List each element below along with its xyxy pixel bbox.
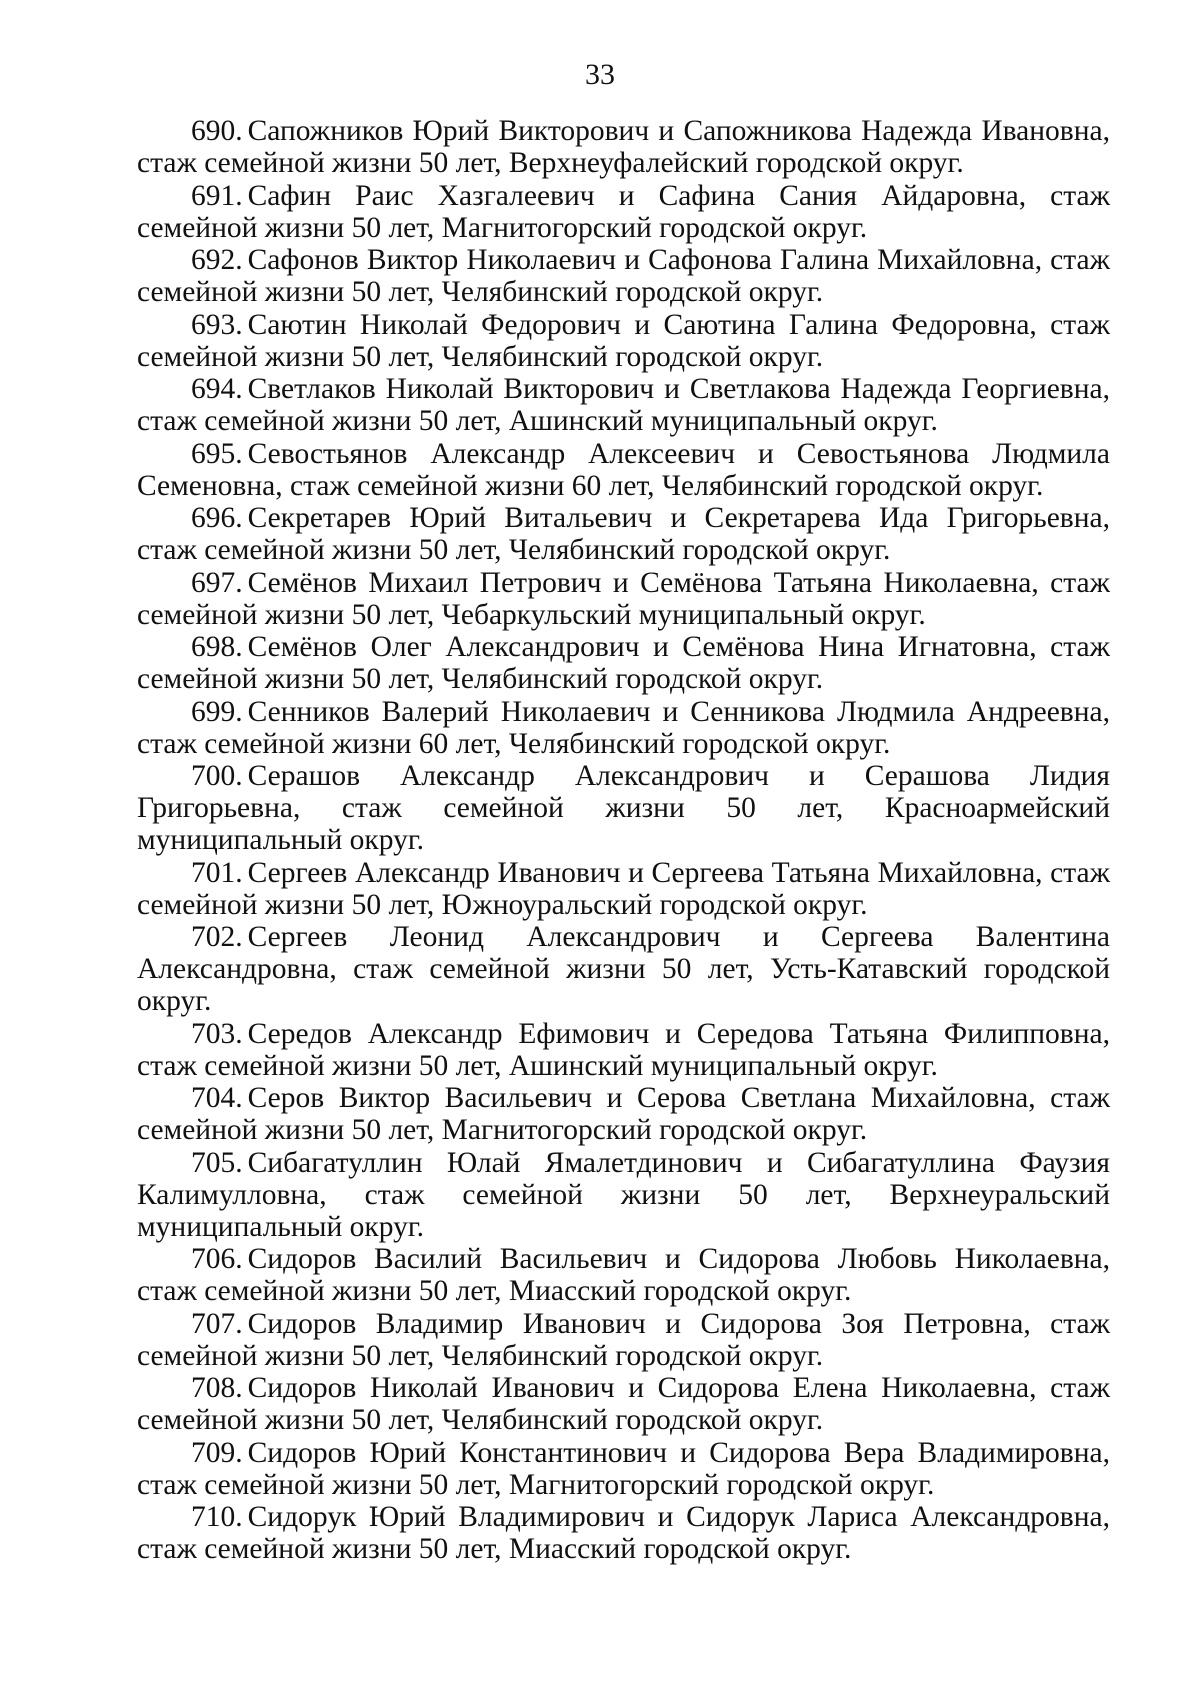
- entry-text: Сапожников Юрий Викторович и Сапожникова Надежда Ивановна, стаж семейной жизни 50 лет, Верхнеуфалейский городской округ.: [137, 115, 1110, 179]
- list-item: [137, 1018, 1110, 1082]
- entry-number: 697.: [191, 566, 243, 599]
- entry-text: Сидоров Юрий Константинович и Сидорова Вера Владимировна, стаж семейной жизни 50 лет, Магнитогорский городской округ.: [137, 1436, 1110, 1501]
- list-item: [137, 1437, 1110, 1501]
- list-item: [137, 857, 1110, 921]
- list-item: [137, 373, 1110, 437]
- entry-number: 700.: [191, 760, 243, 792]
- list-item: [137, 502, 1110, 566]
- list-item: [137, 921, 1110, 1017]
- entry-text: Сидорук Юрий Владимирович и Сидорук Лариса Александровна, стаж семейной жизни 50 лет, Миасский городской округ.: [137, 1501, 1110, 1565]
- list-item: [137, 631, 1110, 695]
- entry-text: Сидоров Владимир Иванович и Сидорова Зоя Петровна, стаж семейной жизни 50 лет, Челябинский городской округ.: [137, 1307, 1110, 1372]
- list-item: [137, 567, 1110, 631]
- entry-text: Серов Виктор Васильевич и Серова Светлана Михайловна, стаж семейной жизни 50 лет, Магнитогорский городской округ.: [137, 1082, 1110, 1146]
- entry-text: Серашов Александр Александрович и Серашова Лидия Григорьевна, стаж семейной жизни 50 лет, Красноармейский муниципальный округ.: [137, 760, 1110, 856]
- entry-number: 703.: [191, 1017, 243, 1050]
- entry-text: Сафин Раис Хазгалеевич и Сафина Сания Айдаровна, стаж семейной жизни 50 лет, Магнитогорский городской округ.: [137, 179, 1110, 244]
- list-item: [137, 1372, 1110, 1436]
- list-item: [137, 696, 1110, 760]
- entry-text: Семёнов Олег Александрович и Семёнова Нина Игнатовна, стаж семейной жизни 50 лет, Челябинский городской округ.: [137, 631, 1110, 695]
- entry-number: 692.: [191, 244, 243, 276]
- entry-number: 690.: [191, 115, 243, 147]
- entry-number: 701.: [191, 856, 243, 889]
- entry-text: Севостьянов Александр Алексеевич и Севостьянова Людмила Семеновна, стаж семейной жизни 60 лет, Челябинский городской округ.: [137, 437, 1110, 502]
- list-item: [137, 244, 1110, 308]
- entry-number: 699.: [191, 695, 243, 728]
- entry-number: 710.: [191, 1501, 243, 1533]
- list-item: [137, 115, 1110, 179]
- entry-text: Саютин Николай Федорович и Саютина Галина Федоровна, стаж семейной жизни 50 лет, Челябинский городской округ.: [137, 308, 1110, 373]
- entry-number: 696.: [191, 502, 243, 534]
- list-item: [137, 309, 1110, 373]
- page-number: 33: [585, 58, 615, 91]
- entry-number: 693.: [191, 308, 243, 341]
- entry-number: 698.: [191, 631, 243, 663]
- entry-text: Светлаков Николай Викторович и Светлакова Надежда Георгиевна, стаж семейной жизни 50 лет, Ашинский муниципальный округ.: [137, 373, 1110, 437]
- entry-number: 691.: [191, 179, 243, 212]
- list-item: [137, 760, 1110, 856]
- entry-number: 702.: [191, 921, 243, 953]
- entry-number: 705.: [191, 1146, 243, 1179]
- list-item: [137, 438, 1110, 502]
- entry-number: 707.: [191, 1307, 243, 1340]
- entry-text: Сидоров Николай Иванович и Сидорова Елена Николаевна, стаж семейной жизни 50 лет, Челябинский городской округ.: [137, 1372, 1110, 1436]
- entry-text: Сидоров Василий Васильевич и Сидорова Любовь Николаевна, стаж семейной жизни 50 лет, Миасский городской округ.: [137, 1243, 1110, 1307]
- entry-number: 708.: [191, 1372, 243, 1404]
- entry-text: Секретарев Юрий Витальевич и Секретарева Ида Григорьевна, стаж семейной жизни 50 лет, Челябинский городской округ.: [137, 502, 1110, 566]
- entry-number: 709.: [191, 1436, 243, 1469]
- entry-number: 695.: [191, 437, 243, 470]
- list-item: [137, 1243, 1110, 1307]
- entry-text: Семёнов Михаил Петрович и Семёнова Татьяна Николаевна, стаж семейной жизни 50 лет, Чебаркульский муниципальный округ.: [137, 566, 1110, 631]
- entry-list: [137, 115, 1110, 1566]
- entry-text: Сенников Валерий Николаевич и Сенникова Людмила Андреевна, стаж семейной жизни 60 лет, Челябинский городской округ.: [137, 695, 1110, 760]
- entry-number: 694.: [191, 373, 243, 405]
- entry-text: Середов Александр Ефимович и Середова Татьяна Филипповна, стаж семейной жизни 50 лет, Ашинский муниципальный округ.: [137, 1017, 1110, 1082]
- entry-text: Сафонов Виктор Николаевич и Сафонова Галина Михайловна, стаж семейной жизни 50 лет, Челябинский городской округ.: [137, 244, 1110, 308]
- list-item: [137, 1501, 1110, 1565]
- list-item: [137, 180, 1110, 244]
- entry-text: Сибагатуллин Юлай Ямалетдинович и Сибагатуллина Фаузия Калимулловна, стаж семейной жизни 50 лет, Верхнеуральский муниципальный округ.: [137, 1146, 1110, 1243]
- list-item: [137, 1147, 1110, 1243]
- entry-text: Сергеев Леонид Александрович и Сергеева Валентина Александровна, стаж семейной жизни 50 лет, Усть-Катавский городской округ.: [137, 921, 1110, 1017]
- entry-number: 706.: [191, 1243, 243, 1275]
- list-item: [137, 1308, 1110, 1372]
- list-item: [137, 1082, 1110, 1146]
- entry-number: 704.: [191, 1082, 243, 1114]
- entry-text: Сергеев Александр Иванович и Сергеева Татьяна Михайловна, стаж семейной жизни 50 лет, Южноуральский городской округ.: [137, 856, 1110, 921]
